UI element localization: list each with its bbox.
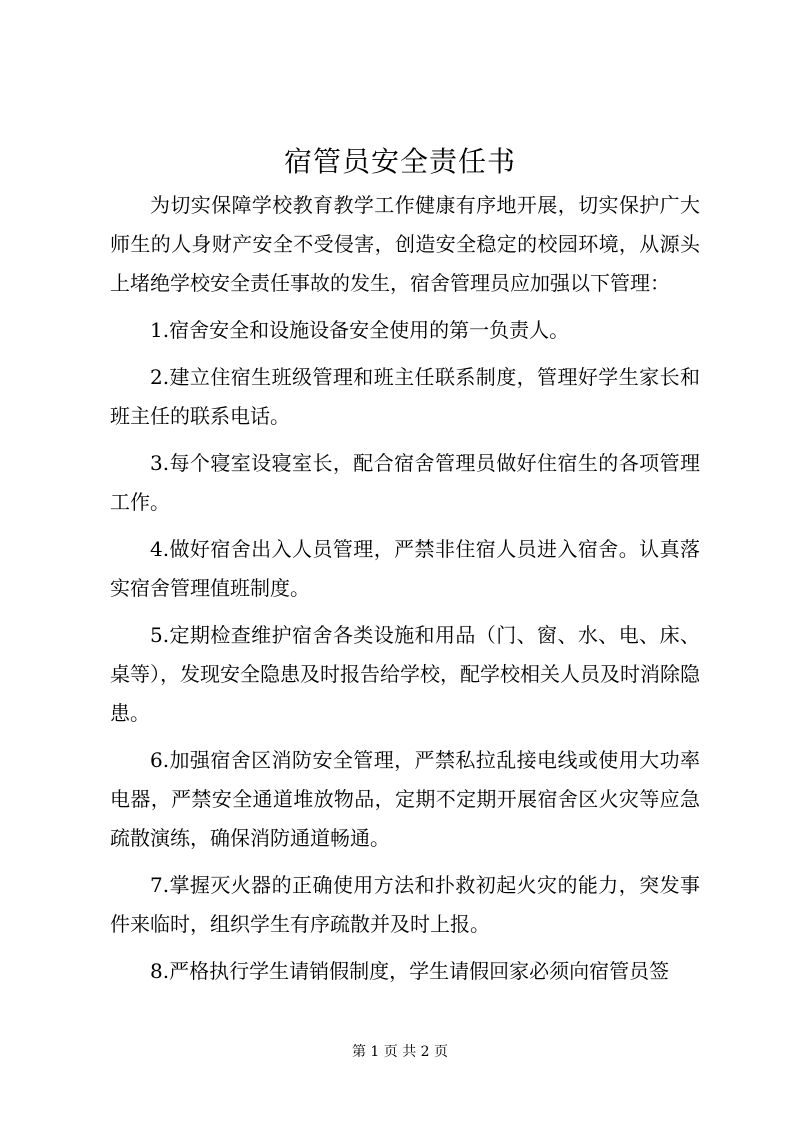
paragraph-item-7: 7.掌握灭火器的正确使用方法和扑救初起火灾的能力，突发事件来临时，组织学生有序疏散并及时上报。 [110,873,700,936]
paragraph-item-6: 6.加强宿舍区消防安全管理，严禁私拉乱接电线或使用大功率电器，严禁安全通道堆放物品，定期不定期开展宿舍区火灾等应急疏散演练，确保消防通道畅通。 [110,748,700,850]
paragraph-item-4: 4.做好宿舍出入人员管理，严禁非住宿人员进入宿舍。认真落实宿舍管理值班制度。 [110,537,700,600]
document-body [110,186,700,999]
paragraph-item-8: 8.严格执行学生请销假制度，学生请假回家必须向宿管员签 [150,959,670,983]
paragraph-intro: 为切实保障学校教育教学工作健康有序地开展，切实保护广大师生的人身财产安全不受侵害，创造安全稳定的校园环境，从源头上堵绝学校安全责任事故的发生，宿舍管理员应加强以下管理： [110,193,700,295]
paragraph-item-1: 1.宿舍安全和设施设备安全使用的第一负责人。 [150,318,570,342]
document-title: 宿管员安全责任书 [283,145,516,178]
paragraph-item-3: 3.每个寝室设寝室长，配合宿舍管理员做好住宿生的各项管理工作。 [110,451,700,514]
paragraph-item-5: 5.定期检查维护宿舍各类设施和用品（门、窗、水、电、床、桌等），发现安全隐患及时报告给学校，配学校相关人员及时消除隐患。 [110,623,700,725]
paragraph-item-2: 2.建立住宿生班级管理和班主任联系制度，管理好学生家长和班主任的联系电话。 [110,365,700,428]
page-footer: 第 1 页 共 2 页 [351,1044,449,1060]
